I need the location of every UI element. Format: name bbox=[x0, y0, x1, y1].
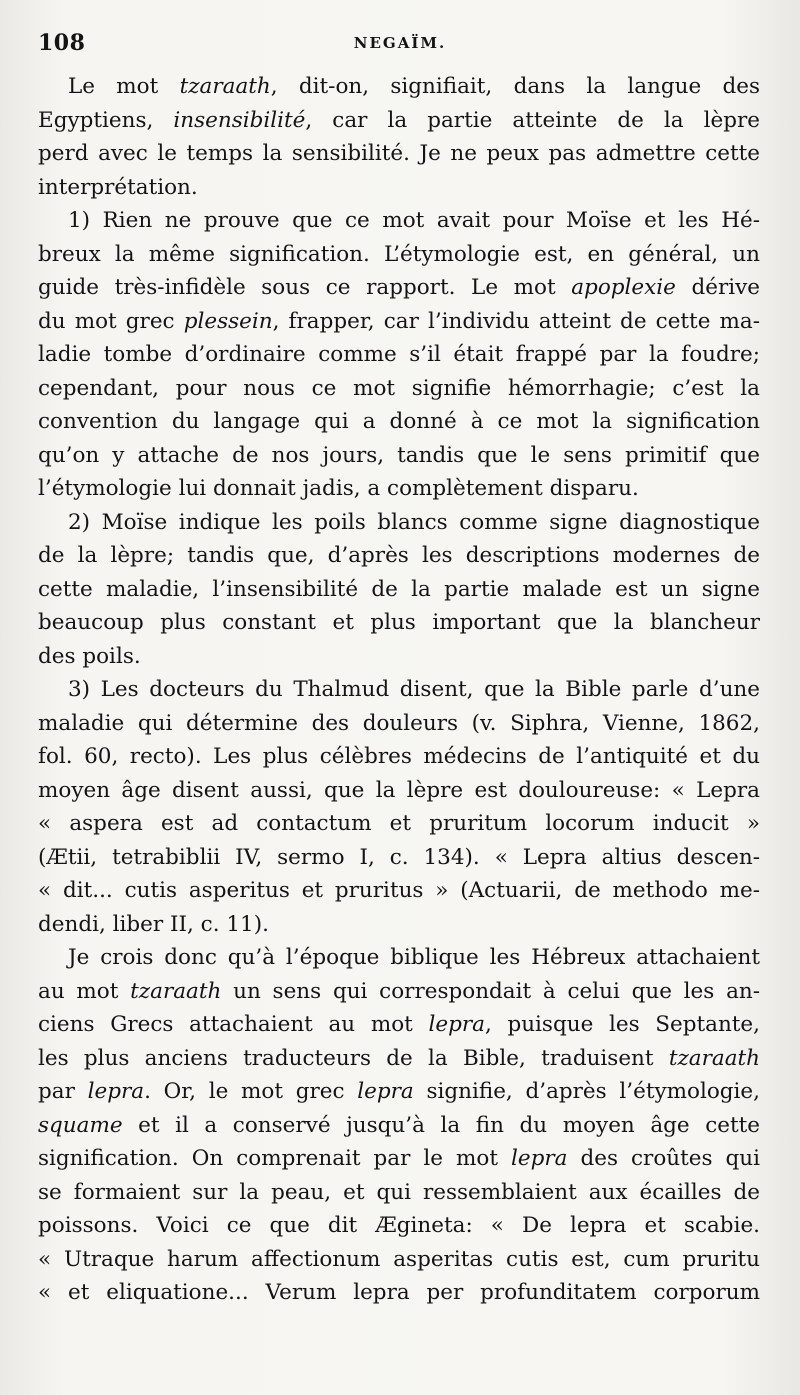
text-line: qu’on y attache de nos jours, tandis que le sens primitif que bbox=[38, 442, 760, 468]
text-line: « dit... cutis asperitus et pruritus » (Actuarii, de methodo me- bbox=[38, 878, 760, 903]
text-line: de la lèpre; tandis que, d’après les descriptions modernes de bbox=[38, 543, 760, 568]
text-line: beaucoup plus constant et plus important que la blancheur bbox=[38, 610, 760, 635]
text-line: ciens Grecs attachaient au mot lepra, puisque les Septante, bbox=[38, 1012, 760, 1037]
text-line: guide très-infidèle sous ce rapport. Le mot apoplexie dérive bbox=[38, 275, 760, 300]
text-line: convention du langage qui a donné à ce mot la signification bbox=[38, 409, 760, 434]
text-line: 3) Les docteurs du Thalmud disent, que la Bible parle d’une bbox=[68, 677, 760, 702]
text-line: (Ætii, tetrabiblii IV, sermo I, c. 134). « Lepra altius descen- bbox=[38, 844, 760, 870]
text-line: 1) Rien ne prouve que ce mot avait pour Moïse et les Hé- bbox=[68, 208, 760, 233]
text-line: breux la même signification. L’étymologie est, en général, un bbox=[38, 241, 760, 267]
text-line: par lepra. Or, le mot grec lepra signifie, d’après l’étymologie, bbox=[38, 1079, 760, 1104]
running-head bbox=[38, 30, 762, 64]
text-line: cette maladie, l’insensibilité de la partie malade est un signe bbox=[38, 576, 760, 602]
text-line: les plus anciens traducteurs de la Bible, traduisent tzaraath bbox=[38, 1045, 760, 1071]
text-line: « et eliquatione... Verum lepra per profunditatem corporum bbox=[38, 1280, 760, 1305]
page-number: 108 bbox=[38, 30, 86, 56]
text-line: maladie qui détermine des douleurs (v. Siphra, Vienne, 1862, bbox=[38, 710, 760, 736]
text-line: perd avec le temps la sensibilité. Je ne peux pas admettre cette bbox=[38, 141, 760, 166]
text-line: du mot grec plessein, frapper, car l’individu atteint de cette ma- bbox=[38, 308, 760, 334]
text-line: squame et il a conservé jusqu’à la fin du moyen âge cette bbox=[38, 1112, 760, 1138]
body-text bbox=[38, 70, 760, 1310]
text-line: Le mot tzaraath, dit-on, signifiait, dans la langue des bbox=[68, 74, 760, 99]
text-line: moyen âge disent aussi, que la lèpre est douloureuse: « Lepra bbox=[38, 777, 760, 803]
text-line: « aspera est ad contactum et pruritum locorum inducit » bbox=[38, 811, 760, 836]
running-title: NEGAÏM. bbox=[353, 34, 447, 52]
text-line: signification. On comprenait par le mot lepra des croûtes qui bbox=[38, 1146, 760, 1171]
text-line: des poils. bbox=[38, 643, 141, 669]
text-line: interprétation. bbox=[38, 174, 198, 200]
text-line: cependant, pour nous ce mot signifie hémorrhagie; c’est la bbox=[38, 375, 760, 401]
text-line: dendi, liber II, c. 11). bbox=[38, 911, 269, 937]
text-line: « Utraque harum affectionum asperitas cutis est, cum pruritu bbox=[38, 1246, 760, 1272]
text-line: Egyptiens, insensibilité, car la partie atteinte de la lèpre bbox=[38, 107, 760, 133]
text-line: l’étymologie lui donnait jadis, a complètement disparu. bbox=[38, 476, 639, 501]
text-line: Je crois donc qu’à l’époque biblique les Hébreux attachaient bbox=[68, 945, 760, 970]
text-line: fol. 60, recto). Les plus célèbres médecins de l’antiquité et du bbox=[38, 744, 760, 769]
text-line: 2) Moïse indique les poils blancs comme signe diagnostique bbox=[68, 509, 760, 535]
text-line: ladie tombe d’ordinaire comme s’il était frappé par la foudre; bbox=[38, 342, 760, 367]
text-line: se formaient sur la peau, et qui ressemblaient aux écailles de bbox=[38, 1179, 760, 1205]
text-line: poissons. Voici ce que dit Ægineta: « De lepra et scabie. bbox=[38, 1213, 760, 1238]
text-line: au mot tzaraath un sens qui correspondait à celui que les an- bbox=[38, 978, 760, 1004]
